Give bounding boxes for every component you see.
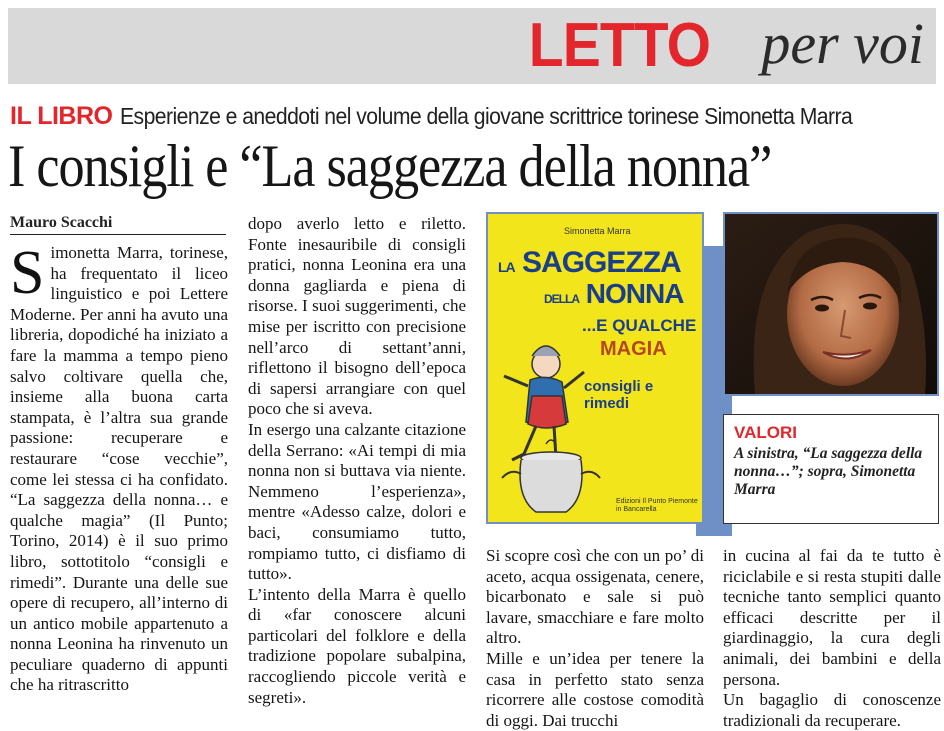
cover-subtitle: consigli e rimedi bbox=[584, 378, 654, 412]
article-column-3 bbox=[486, 546, 704, 730]
section-title-per-voi: per voi bbox=[761, 11, 924, 76]
headline: I consigli e “La saggezza della nonna” bbox=[8, 133, 772, 199]
cover-publisher: Edizioni Il Punto Piemonte in Bancarella bbox=[616, 498, 698, 513]
paragraph: Un bagaglio di conoscenze tradizionali da recuperare. bbox=[723, 690, 941, 730]
cover-title-line1: LA SAGGEZZA bbox=[498, 246, 681, 279]
pot-illustration bbox=[496, 438, 606, 522]
caption-text: A sinistra, “La saggezza della nonna…”; sopra, Simonetta Marra bbox=[734, 445, 923, 498]
article-text-col1: imonetta Marra, torinese, ha frequentato il liceo linguistico e poi Lettere Moderne. Per anni ha avuto una libreria, dopodiché ha iniziato a fare la mamma a tempo pieno salvo coltivare quella che, insieme alla buona carta stampata, è l’altra sua grande passione: recuperare e restaurare “cose vecchie”, come lei stessa ci ha confidato. “La saggezza della nonna… e qualche magia” (Il Punto; Torino, 2014) è il suo primo libro, sottotitolo “consigli e rimedi”. Durante una delle sue opere di recupero, all’interno di un antico mobile appartenuto a nonna Leonina ha rinvenuto un peculiare quaderno di appunti che ha ritrascritto bbox=[10, 243, 228, 695]
photo-caption bbox=[723, 414, 939, 524]
section-title-letto: LETTO bbox=[528, 11, 710, 80]
caption-label: VALORI bbox=[734, 423, 797, 442]
article-column-1 bbox=[10, 239, 228, 719]
kicker-text: Esperienze e aneddoti nel volume della giovane scrittrice torinese Simonetta Marra bbox=[120, 103, 853, 129]
cover-title-line3: ...E QUALCHE bbox=[582, 316, 697, 335]
paragraph: in cucina al fai da te tutto è riciclabile e si resta stupiti dalle tecniche tanto semplici quanto efficaci descritte per il giardinaggio, la cura degli animali, dei bambini e della persona. bbox=[723, 546, 941, 689]
section-banner bbox=[8, 8, 936, 84]
article-column-2 bbox=[248, 214, 466, 719]
book-cover bbox=[486, 212, 704, 524]
drop-cap: S bbox=[10, 239, 45, 307]
author-photo bbox=[723, 212, 939, 396]
byline: Mauro Scacchi bbox=[10, 214, 226, 235]
paragraph: In esergo una calzante citazione della Serrano: «Ai tempi di mia nonna non si buttava via niente. Nemmeno l’esperienza», mentre «Adesso calze, dolori e baci, consumiamo tutto, rompiamo tutto, ci disfiamo di tutto». bbox=[248, 419, 466, 584]
cover-author: Simonetta Marra bbox=[564, 226, 631, 236]
article-column-4 bbox=[723, 546, 941, 730]
author-portrait-image bbox=[725, 214, 937, 394]
paragraph: dopo averlo letto e riletto. Fonte inesauribile di consigli pratici, nonna Leonina era una donna gagliarda e piena di risorse. I suoi suggerimenti, che mise per iscritto con precisione nell’arco di settant’anni, riflettono il bisogno dell’epoca di sapersi arrangiare con quel poco che si aveva. bbox=[248, 214, 466, 419]
paragraph: L’intento della Marra è quello di «far conoscere alcuni particolari del folklore e della tradizione popolare subalpina, raccogliendo piccole verità e segreti». bbox=[248, 584, 466, 707]
kicker bbox=[10, 102, 940, 131]
cover-title-line4: MAGIA bbox=[600, 338, 667, 360]
paragraph: Mille e un’idea per tenere la casa in perfetto stato senza ricorrere alle costose comodità di oggi. Dai trucchi bbox=[486, 648, 704, 730]
cover-title-line2: DELLA NONNA bbox=[544, 278, 684, 309]
kicker-label: IL LIBRO bbox=[10, 102, 113, 130]
paragraph: Si scopre così che con un po’ di aceto, acqua ossigenata, cenere, bicarbonato e sale si può lavare, smacchiare e fare molto altro. bbox=[486, 546, 704, 648]
